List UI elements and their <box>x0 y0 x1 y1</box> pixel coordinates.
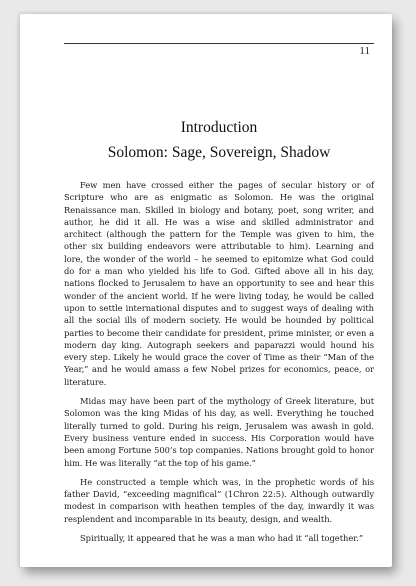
chapter-subtitle: Solomon: Sage, Sovereign, Shadow <box>107 144 331 161</box>
page-number: 11 <box>359 45 370 57</box>
paragraph: Few men have crossed either the pages of secular history or of Scripture who are as enigmatic as Solomon. He was the original Renaissance man. Skilled in biology and botany, poet, song writer, and author, he did it all. He was a wise and skilled administrator and architect (although the pattern for the Temple was given to him, the other six building endeavors were attributable to him). Learning and lore, the wonder of the world – he seemed to epitomize what God could do for a man who yielded his life to God. Gifted above all in his day, nations flocked to Jerusalem to have an opportunity to see and hear this wonder of the ancient world. If he were living today, he would be called upon to settle international disputes and to suggest ways of dealing with all the social ills of modern society. He would be hounded by political parties to become their candidate for president, prime minister, or even a modern day king. Autograph seekers and paparazzi would hound his every step. Likely he would grace the cover of Time as their “Man of the Year,” and he would amass a few Nobel prizes for economics, peace, or literature. <box>64 180 374 387</box>
book-page <box>20 14 392 567</box>
body-text <box>64 179 374 551</box>
chapter-title: Introduction <box>180 119 258 136</box>
paragraph: Midas may have been part of the mythology of Greek literature, but Solomon was the king Midas of his day, as well. Everything he touched literally turned to gold. During his reign, Jerusalem was awash in gold. Every business venture ended in success. His Corporation would have been among Fortune 500’s top companies. Nations brought gold to honor him. He was literally “at the top of his game.” <box>64 396 374 468</box>
paragraph: Spiritually, it appeared that he was a man who had it “all together.” <box>80 533 364 544</box>
paragraph: He constructed a temple which was, in the prophetic words of his father David, “exceeding magnifical” (1Chron 22:5). Although outwardly modest in comparison with heathen temples of the day, inwardly it was resplendent and incomparable in its beauty, design, and wealth. <box>64 476 374 524</box>
header-rule <box>64 43 374 44</box>
